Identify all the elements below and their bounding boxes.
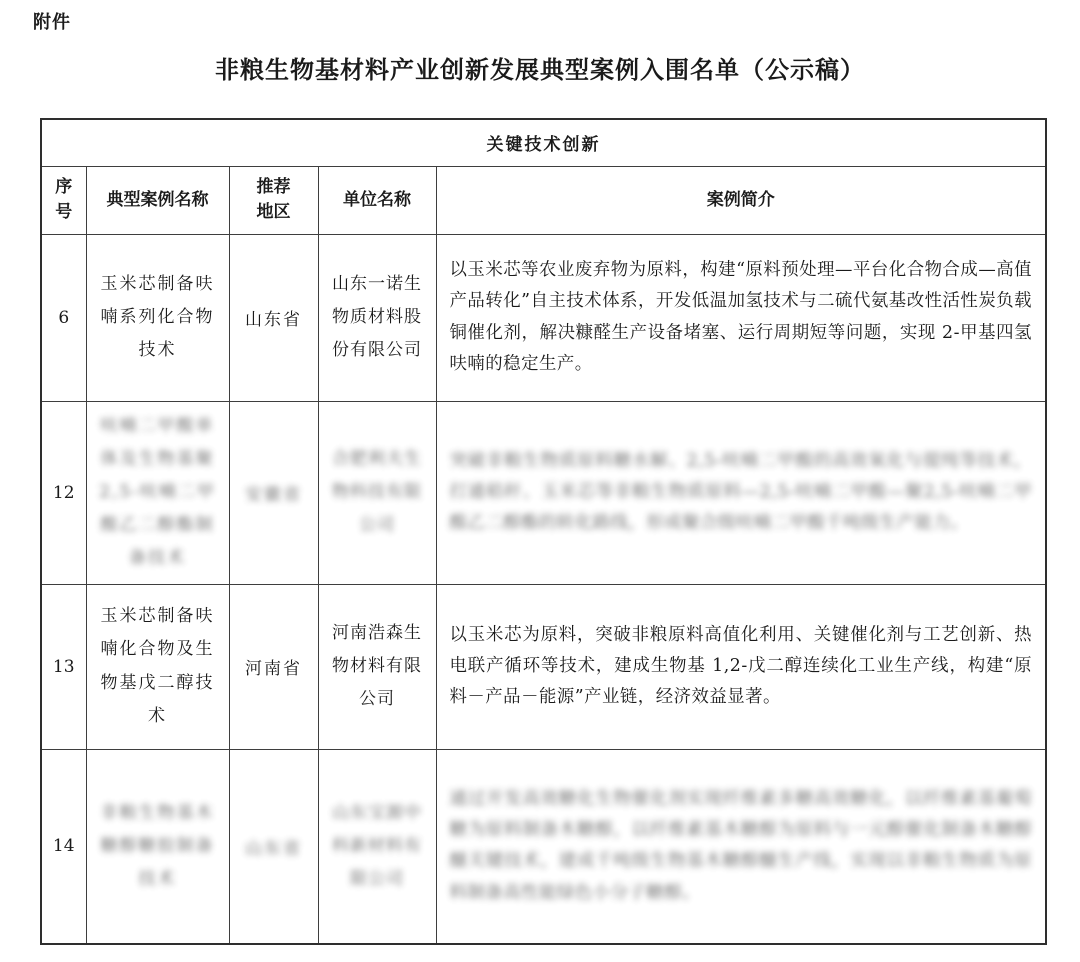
row-no: 12 [41, 401, 86, 584]
case-name: 玉米芯制备呋喃系列化合物技术 [86, 234, 229, 401]
col-header-no: 序号 [41, 166, 86, 234]
table-row [41, 401, 1046, 584]
row-no: 6 [41, 234, 86, 401]
table-row [41, 234, 1046, 401]
case-name-blurred: 呋喃二甲酸单体及生物基聚2,5-呋喃二甲酸乙二醇酯制备技术 [86, 401, 229, 584]
section-header-label: 关键技术创新 [486, 135, 601, 156]
case-name-blurred: 非粮生物基木糖醇糖胶制备技术 [86, 749, 229, 944]
row-no: 14 [41, 749, 86, 944]
section-header-cell [41, 119, 1046, 166]
col-header-region: 推荐地区 [229, 166, 318, 234]
unit-name-blurred: 山东宝源中科新材料有限公司 [318, 749, 436, 944]
unit-name-blurred: 合肥利夫生物科技有限公司 [318, 401, 436, 584]
region-blurred: 安徽省 [229, 401, 318, 584]
table-row [41, 749, 1046, 944]
unit-name: 河南浩森生物材料有限公司 [318, 584, 436, 749]
unit-name: 山东一诺生物质材料股份有限公司 [318, 234, 436, 401]
col-header-unit: 单位名称 [318, 166, 436, 234]
case-summary: 以玉米芯等农业废弃物为原料，构建“原料预处理—平台化合物合成—高值产品转化”自主技术体系，开发低温加氢技术与二硫代氨基改性活性炭负载铜催化剂，解决糠醛生产设备堵塞、运行周期短等问题，实现 2-甲基四氢呋喃的稳定生产。 [436, 234, 1046, 401]
table-row [41, 584, 1046, 749]
cases-table [40, 118, 1047, 945]
column-header-row [41, 166, 1046, 234]
col-header-summary: 案例简介 [436, 166, 1046, 234]
case-summary-blurred: 通过开发高效糖化生物催化剂实现纤维素多糖高效糖化，以纤维素基葡萄糖为原料制备木糖醇，以纤维素基木糖醇为原料与一元醇催化制备木糖醇醚关键技术，建成千吨级生物基木糖醇醚生产线，实现以非粮生物质为原料制备高性能绿色小分子糖醇。 [436, 749, 1046, 944]
case-name: 玉米芯制备呋喃化合物及生物基戊二醇技术 [86, 584, 229, 749]
region: 河南省 [229, 584, 318, 749]
region: 山东省 [229, 234, 318, 401]
section-header-row [41, 119, 1046, 166]
row-no: 13 [41, 584, 86, 749]
region-blurred: 山东省 [229, 749, 318, 944]
case-summary: 以玉米芯为原料，突破非粮原料高值化利用、关键催化剂与工艺创新、热电联产循环等技术，建成生物基 1,2-戊二醇连续化工业生产线，构建“原料－产品－能源”产业链，经济效益显著。 [436, 584, 1046, 749]
page-title: 非粮生物基材料产业创新发展典型案例入围名单（公示稿） [215, 55, 865, 84]
case-summary-blurred: 突破非粮生物质原料糖水解、2,5-呋喃二甲酸的高效氧化与提纯等技术，打通秸秆、玉米芯等非粮生物质原料—2,5-呋喃二甲酸—聚2,5-呋喃二甲酸乙二醇酯的转化路线，形成聚合级呋喃二甲酸千吨级生产能力。 [436, 401, 1046, 584]
col-header-name: 典型案例名称 [86, 166, 229, 234]
attachment-label: 附件 [33, 12, 71, 33]
